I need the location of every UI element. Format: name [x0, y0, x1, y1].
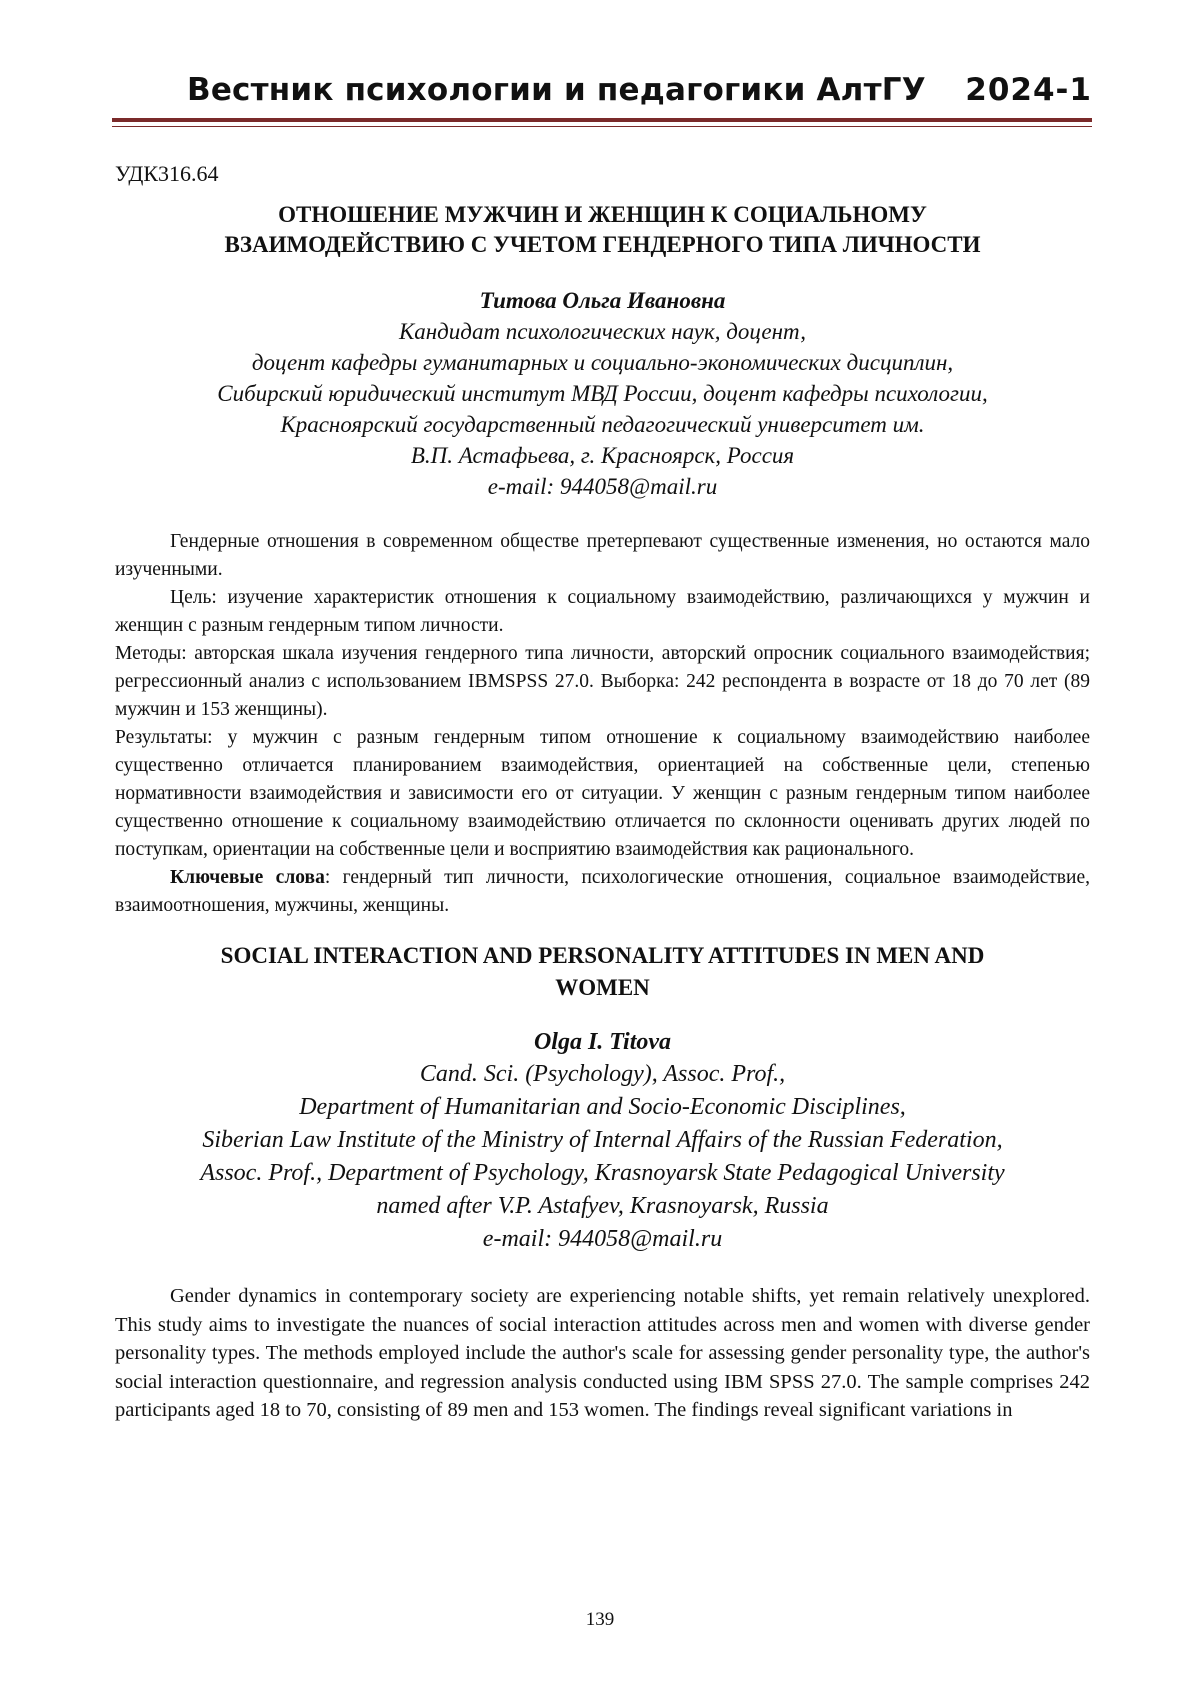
ru-author-block	[115, 286, 1090, 502]
ru-abstract-methods: Методы: авторская шкала изучения гендерного типа личности, авторский опросник социального взаимодействия; регрессионный анализ с использованием IBMSPSS 27.0. Выборка: 242 респондента в возрасте от 18 до 70 лет (89 мужчин и 153 женщины).	[115, 640, 1090, 724]
header-rule-thin	[112, 126, 1092, 127]
ru-abstract-intro: Гендерные отношения в современном обществе претерпевают существенные изменения, но остаются мало изученными.	[115, 528, 1090, 584]
page-number: 139	[0, 1609, 1200, 1631]
ru-affiliation-line: Кандидат психологических наук, доцент,	[115, 316, 1090, 347]
ru-keywords-label: Ключевые слова	[170, 867, 325, 888]
en-affiliation-line: Siberian Law Institute of the Ministry of Internal Affairs of the Russian Federation,	[115, 1124, 1090, 1157]
journal-issue: 2024-1	[965, 72, 1092, 108]
en-title	[115, 940, 1090, 1004]
en-title-line: SOCIAL INTERACTION AND PERSONALITY ATTITUDES IN MEN AND	[115, 940, 1090, 972]
en-title-line: WOMEN	[115, 972, 1090, 1004]
ru-title-line: ВЗАИМОДЕЙСТВИЮ С УЧЕТОМ ГЕНДЕРНОГО ТИПА ЛИЧНОСТИ	[115, 230, 1090, 260]
en-affiliation-line: Department of Humanitarian and Socio-Economic Disciplines,	[115, 1091, 1090, 1124]
ru-title	[115, 200, 1090, 260]
en-author-name: Olga I. Titova	[115, 1026, 1090, 1058]
ru-affiliation-line: В.П. Астафьева, г. Красноярск, Россия	[115, 440, 1090, 471]
ru-affiliation-line: Красноярский государственный педагогический университет им.	[115, 409, 1090, 440]
ru-affiliation-line: Сибирский юридический институт МВД России, доцент кафедры психологии,	[115, 378, 1090, 409]
ru-title-line: ОТНОШЕНИЕ МУЖЧИН И ЖЕНЩИН К СОЦИАЛЬНОМУ	[115, 200, 1090, 230]
article-content	[115, 160, 1090, 1425]
ru-abstract-goal: Цель: изучение характеристик отношения к социальному взаимодействию, различающихся у мужчин и женщин с разным гендерным типом личности.	[115, 584, 1090, 640]
ru-keywords	[115, 864, 1090, 920]
udk-code: УДК316.64	[115, 160, 1090, 188]
en-author-block	[115, 1026, 1090, 1256]
en-affiliation-line: Assoc. Prof., Department of Psychology, Krasnoyarsk State Pedagogical University	[115, 1157, 1090, 1190]
journal-header	[112, 72, 1092, 122]
ru-author-name: Титова Ольга Ивановна	[115, 286, 1090, 316]
ru-author-email: e-mail: 944058@mail.ru	[115, 471, 1090, 502]
en-affiliation-line: Cand. Sci. (Psychology), Assoc. Prof.,	[115, 1058, 1090, 1091]
header-rule-thick	[112, 118, 1092, 122]
ru-keywords-text: : гендерный тип личности, психологические отношения, социальное взаимодействие, взаимоотношения, мужчины, женщины.	[115, 867, 1090, 916]
en-author-email: e-mail: 944058@mail.ru	[115, 1223, 1090, 1256]
ru-abstract	[115, 528, 1090, 920]
ru-affiliation-line: доцент кафедры гуманитарных и социально-экономических дисциплин,	[115, 347, 1090, 378]
en-abstract: Gender dynamics in contemporary society are experiencing notable shifts, yet remain relatively unexplored. This study aims to investigate the nuances of social interaction attitudes across men and women with diverse gender personality types. The methods employed include the author's scale for assessing gender personality type, the author's social interaction questionnaire, and regression analysis conducted using IBM SPSS 27.0. The sample comprises 242 participants aged 18 to 70, consisting of 89 men and 153 women. The findings reveal significant variations in	[115, 1282, 1090, 1425]
ru-abstract-results: Результаты: у мужчин с разным гендерным типом отношение к социальному взаимодействию наиболее существенно отличается планированием взаимодействия, ориентацией на собственные цели, степенью нормативности взаимодействия и зависимости его от ситуации. У женщин с разным гендерным типом наиболее существенно отношение к социальному взаимодействию отличается по склонности оценивать других людей по поступкам, ориентации на собственные цели и восприятию взаимодействия как рационального.	[115, 724, 1090, 864]
en-affiliation-line: named after V.P. Astafyev, Krasnoyarsk, Russia	[115, 1190, 1090, 1223]
journal-title: Вестник психологии и педагогики АлтГУ	[187, 72, 926, 108]
